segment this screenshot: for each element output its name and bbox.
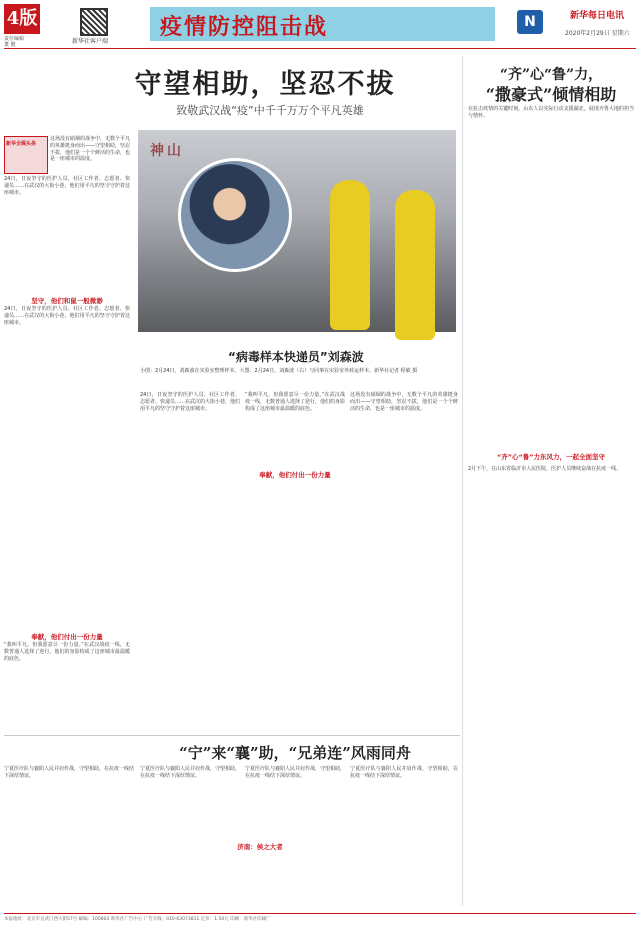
issue-date: 2020年2月29日 星期六 [565,30,630,37]
editor-label: 责任编辑 [4,36,25,42]
editor-credit [4,36,24,48]
photo-description: 小图：2月24日，刘森波在实验室整理样本。大图：2月24日，刘森波（右）与同事在实验室外转运样本。新华社记者 程敏 摄 [140,368,418,374]
photo-caption: “病毒样本快递员”刘森波 [228,350,364,364]
newspaper-name: 新华每日电讯 [570,11,625,21]
article-column-1: 24日，日夜坚守的医护人员、社区工作者、志愿者、快递员……在武汉的大街小巷，他们用平凡的坚守守护着这座城市。 [140,392,241,412]
worker-figure-right [395,190,435,340]
section-banner-text: 疫情防控阻击战 [160,15,329,40]
bottom-column-4: 宁夏医疗队与襄阳人民并肩作战，守望相助，在抗疫一线结下深厚情谊。 [350,766,458,779]
sub-headline: 致敬武汉战“疫”中千千万万个平凡英雄 [176,104,364,117]
editor-name: 董 健 [4,42,16,48]
right-headline-1: “齐”心“鲁”力， [499,67,603,83]
bottom-byline: 济南：侯之大者 [237,843,283,851]
bottom-column-3: 宁夏医疗队与襄阳人民并肩作战，守望相助，在抗疫一线结下深厚情谊。 [245,766,346,779]
right-section-heading: “齐”心“鲁”力东风力，一起全面坚守 [496,453,606,461]
header-divider [4,48,636,49]
bottom-column-1: 宁夏医疗队与襄阳人民并肩作战，守望相助，在抗疫一线结下深厚情谊。 [4,766,135,779]
inset-portrait [178,158,292,272]
brand-logo-icon: N [517,10,543,34]
bottom-headline: “宁”来“襄”助，“兄弟连”风雨同舟 [179,744,411,762]
right-article-text-2: 2月下午，在山东省临沂市人民医院，医护人员继续奋战在抗疫一线。 [468,466,622,472]
section-heading-1: 坚守，他们和鼠一般微渺 [31,297,103,305]
section-heading-3: 奉献，他们付出一份力量 [259,471,331,479]
main-headline: 守望相助，坚忍不拔 [134,69,396,100]
qr-label: 新华社客户端 [72,38,109,45]
column-divider [462,56,463,906]
page-footer: 本报地址：北京市宣武门西大街57号 邮编：100803 新华社广告中心 广告专线：010-63073811 定价：1.50元 印刷：新华社印刷厂 [4,913,636,922]
bottom-column-2: 宁夏医疗队与襄阳人民并肩作战，守望相助，在抗疫一线结下深厚情谊。 [140,766,241,779]
article-column-2: “我叫平凡，但我愿意尽一份力量。”在武汉战疫一线，无数普通人选择了逆行，他们的身影构成了这座城市最温暖的底色。 [245,392,346,412]
section-1-text: 24日，日夜坚守的医护人员、社区工作者、志愿者、快递员……在武汉的大街小巷，他们用平凡的坚守守护着这座城市。 [4,306,130,326]
qr-code-icon [80,8,108,36]
intro-text: 这场没有硝烟的战争中，无数个平凡的英雄挺身而出——守望相助，坚忍不拔，他们是一个个鲜活的生命，也是一座城市的温度。 [50,136,131,163]
section-2-text: “我叫平凡，但我愿意尽一份力量。”在武汉战疫一线，无数普通人选择了逆行，他们的身影构成了这座城市最温暖的底色。 [4,642,130,662]
article-column-3: 这场没有硝烟的战争中，无数个平凡的英雄挺身而出——守望相助，坚忍不拔，他们是一个个鲜活的生命，也是一座城市的温度。 [350,392,458,412]
media-badge-label: 新华全媒头条 [6,141,37,147]
bottom-divider [4,735,460,736]
right-article-text: 在抗击疫情的关键时刻，山东人以实际行动支援湖北，展现齐鲁大地的担当与情怀。 [468,106,634,119]
worker-figure-left [330,180,370,330]
photo-sign-text: 神山 [150,143,184,159]
right-headline-2: “撒豪式”倾情相助 [485,85,617,104]
section-heading-2: 奉献，他们付出一份力量 [31,633,103,641]
intro-text-cont: 24日，日夜坚守的医护人员、社区工作者、志愿者、快递员……在武汉的大街小巷，他们用平凡的坚守守护着这座城市。 [4,176,130,196]
page-number: 4版 [4,4,40,34]
